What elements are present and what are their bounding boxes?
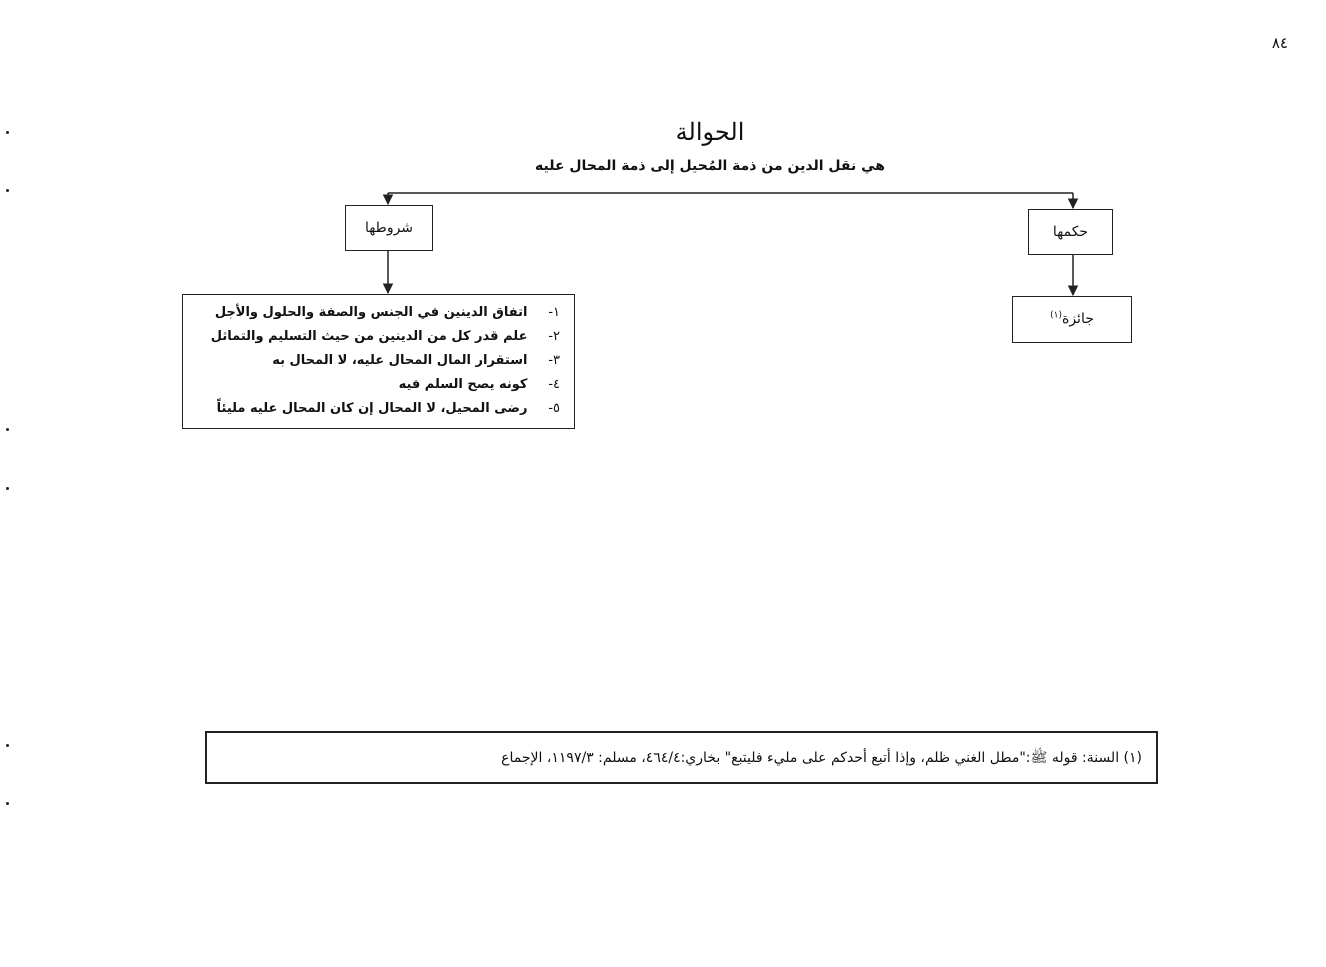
conditions-node: شروطها [345,205,433,251]
condition-number: ٥- [548,401,560,416]
conditions-list [193,301,560,421]
ruling-node: حكمها [1028,209,1113,255]
condition-item [193,397,560,421]
condition-text: علم قدر كل من الدينين من حيث التسليم والتماثل [210,329,528,344]
footnote: (١) السنة: قوله ﷺ:"مطل الغني ظلم، وإذا أتبع أحدكم على مليء فليتبع" بخاري:٤٦٤/٤، مسلم: ١١٩٧/٣، الإجماع [205,731,1158,784]
condition-number: ٤- [548,377,560,392]
ruling-value-text: جائزة [1061,311,1094,327]
diagram-title: الحوالة [675,118,745,146]
condition-item [193,301,560,325]
condition-text: كونه يصح السلم فيه [398,377,528,392]
condition-item [193,349,560,373]
condition-text: رضى المحيل، لا المحال إن كان المحال عليه مليئاً [216,401,528,416]
page-number: ٨٤ [1271,34,1288,52]
condition-number: ٢- [548,329,560,344]
ruling-value-node [1012,296,1132,343]
footnote-marker: (١) [1050,310,1062,321]
definition-text: هي نقل الدين من ذمة المُحيل إلى ذمة المحال عليه [535,158,885,174]
condition-text: استقرار المال المحال عليه، لا المحال به [272,353,528,368]
condition-item [193,373,560,397]
condition-number: ١- [548,305,560,320]
conditions-list-node [182,294,575,429]
condition-number: ٣- [548,353,560,368]
condition-text: اتفاق الدينين في الجنس والصفة والحلول والأجل [214,305,528,320]
condition-item [193,325,560,349]
